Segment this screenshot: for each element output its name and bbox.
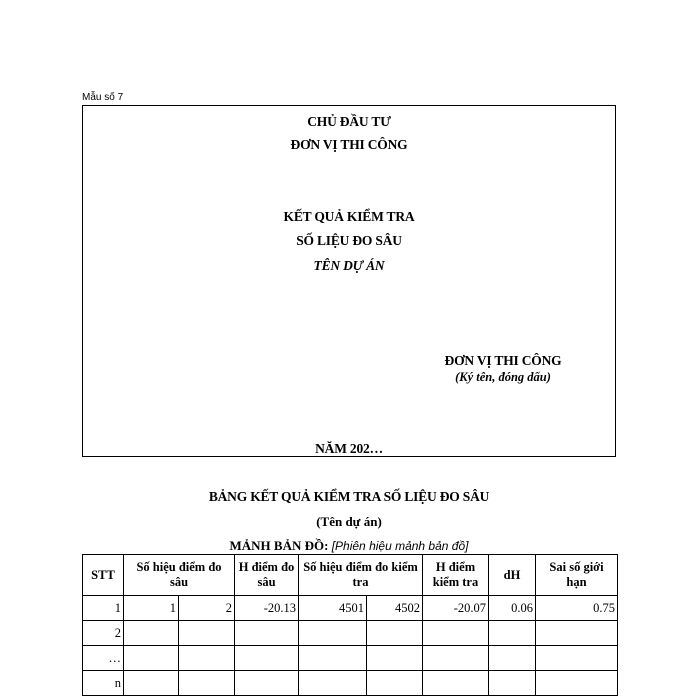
table-row xyxy=(83,671,618,696)
contractor-label: ĐƠN VỊ THI CÔNG xyxy=(290,137,408,152)
report-title-line1: KẾT QUẢ KIỂM TRA xyxy=(283,209,415,224)
table-row xyxy=(83,646,618,671)
table-cell xyxy=(124,621,179,646)
table-row xyxy=(83,621,618,646)
table-cell xyxy=(423,646,489,671)
table-cell xyxy=(536,671,618,696)
table-cell: 2 xyxy=(179,596,235,621)
table-cell: 0.06 xyxy=(489,596,536,621)
table-cell xyxy=(489,621,536,646)
map-sheet-value: [Phiên hiệu mảnh bản đồ] xyxy=(331,539,469,553)
table-cell xyxy=(124,671,179,696)
table-cell xyxy=(299,621,367,646)
table-cell: n xyxy=(83,671,124,696)
table-header-row xyxy=(83,555,618,596)
table-cell xyxy=(299,646,367,671)
table-cell: 1 xyxy=(124,596,179,621)
report-title-line2: SỐ LIỆU ĐO SÂU xyxy=(296,233,402,248)
header-h-check: H điểm kiểm tra xyxy=(423,555,489,596)
table-cell xyxy=(367,646,423,671)
map-sheet-label: MẢNH BẢN ĐỒ: xyxy=(229,538,329,553)
year-label: NĂM 202… xyxy=(315,441,383,456)
header-depth-point-id: Số hiệu điểm đo sâu xyxy=(124,555,235,596)
table-cell: 1 xyxy=(83,596,124,621)
table-cell xyxy=(124,646,179,671)
cover-page-frame xyxy=(82,105,616,457)
table-cell: 2 xyxy=(83,621,124,646)
owner-label: CHỦ ĐẦU TƯ xyxy=(307,114,391,129)
signature-note: (Ký tên, đóng dấu) xyxy=(455,370,551,384)
table-cell: 4501 xyxy=(299,596,367,621)
table-cell: … xyxy=(83,646,124,671)
project-name: TÊN DỰ ÁN xyxy=(313,258,385,273)
table-cell xyxy=(489,646,536,671)
table-cell xyxy=(235,671,299,696)
header-stt: STT xyxy=(83,555,124,596)
map-sheet-line xyxy=(82,538,616,554)
table-cell: 4502 xyxy=(367,596,423,621)
table-cell xyxy=(299,671,367,696)
table-cell xyxy=(536,646,618,671)
table-cell xyxy=(536,621,618,646)
results-table xyxy=(82,554,618,696)
signature-unit-label: ĐƠN VỊ THI CÔNG xyxy=(444,353,562,368)
table-cell: 0.75 xyxy=(536,596,618,621)
table-project-name: (Tên dự án) xyxy=(316,514,382,529)
header-check-point-id: Số hiệu điểm đo kiểm tra xyxy=(299,555,423,596)
header-dh: dH xyxy=(489,555,536,596)
table-title: BẢNG KẾT QUẢ KIỂM TRA SỐ LIỆU ĐO SÂU xyxy=(208,489,490,504)
table-row xyxy=(83,596,618,621)
table-cell xyxy=(179,621,235,646)
table-cell: -20.13 xyxy=(235,596,299,621)
form-code-label: Mẫu số 7 xyxy=(82,92,124,103)
table-cell xyxy=(489,671,536,696)
table-cell xyxy=(179,671,235,696)
table-cell xyxy=(367,621,423,646)
header-tolerance: Sai số giới hạn xyxy=(536,555,618,596)
table-cell xyxy=(235,646,299,671)
table-cell xyxy=(423,671,489,696)
signature-block xyxy=(403,353,603,385)
table-cell: -20.07 xyxy=(423,596,489,621)
table-cell xyxy=(235,621,299,646)
table-cell xyxy=(179,646,235,671)
table-cell xyxy=(367,671,423,696)
header-h-depth: H điểm đo sâu xyxy=(235,555,299,596)
table-cell xyxy=(423,621,489,646)
